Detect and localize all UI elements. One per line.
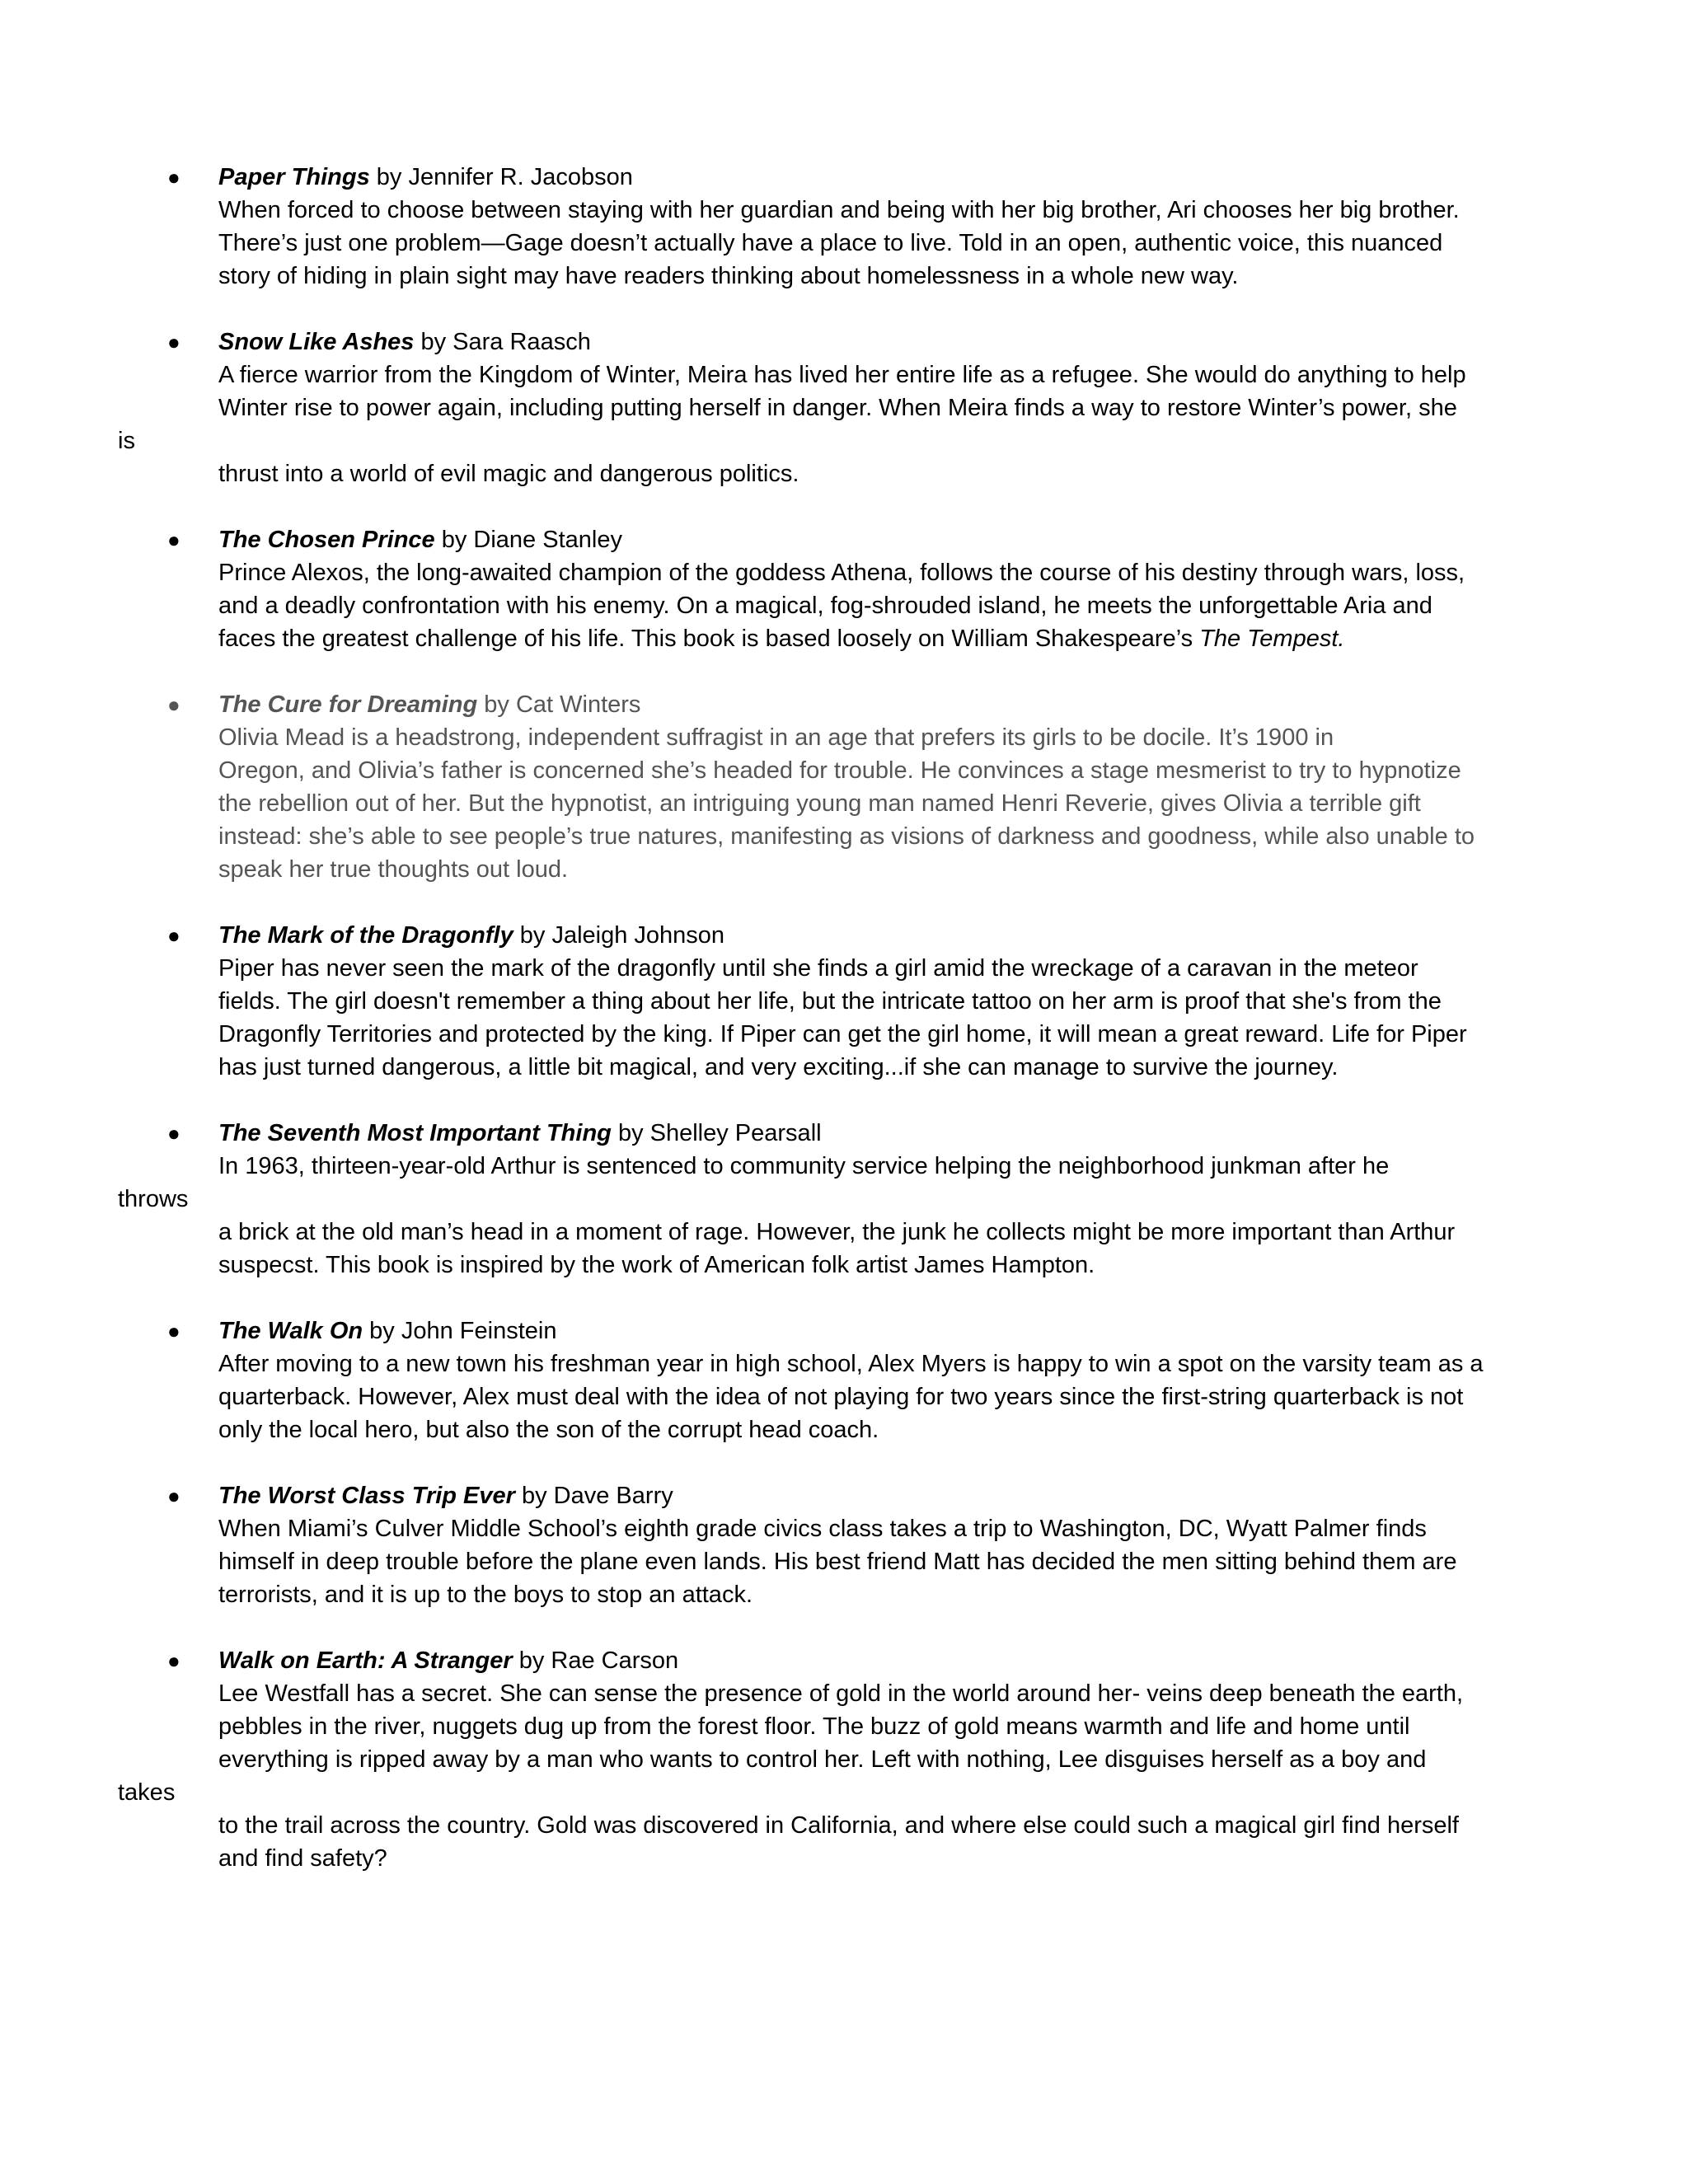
bullet-icon: ●: [167, 1319, 181, 1343]
book-author: by Diane Stanley: [434, 527, 622, 553]
description-line: terrorists, and it is up to the boys to stop an attack.: [218, 1582, 753, 1608]
bullet-icon: ●: [167, 1483, 181, 1508]
description-line: and find safety?: [218, 1845, 387, 1872]
bullet-icon: ●: [167, 1121, 181, 1146]
book-author: by Dave Barry: [514, 1483, 673, 1509]
description-line: Oregon, and Olivia’s father is concerned she’s headed for trouble. He convinces a stage mesmerist to try to hypnotize: [218, 757, 1461, 784]
description-line: thrust into a world of evil magic and dangerous politics.: [218, 461, 799, 487]
description-line: to the trail across the country. Gold was discovered in California, and where else could such a magical girl find herself: [218, 1812, 1459, 1839]
book-heading: [218, 688, 1570, 721]
book-heading: [218, 919, 1570, 952]
description-line: [218, 622, 1570, 655]
description-line: When forced to choose between staying with her guardian and being with her big brother, Ari chooses her big brother.: [218, 197, 1460, 223]
description-line: When Miami’s Culver Middle School’s eighth grade civics class takes a trip to Washington, DC, Wyatt Palmer finds: [218, 1516, 1427, 1542]
book-author: by Jennifer R. Jacobson: [369, 164, 633, 190]
bullet-icon: ●: [167, 165, 181, 190]
description-line: Prince Alexos, the long-awaited champion of the goddess Athena, follows the course of his destiny through wars, loss,: [218, 560, 1465, 586]
book-title: Snow Like Ashes: [218, 329, 415, 355]
description-line: Dragonfly Territories and protected by the king. If Piper can get the girl home, it will mean a great reward. Life for Piper: [218, 1021, 1467, 1047]
description-line: Piper has never seen the mark of the dragonfly until she finds a girl amid the wreckage of a caravan in the meteor: [218, 955, 1418, 982]
book-heading: [218, 1315, 1570, 1347]
description-line: everything is ripped away by a man who wants to control her. Left with nothing, Lee disguises herself as a boy and: [218, 1746, 1427, 1773]
description-line: Olivia Mead is a headstrong, independent suffragist in an age that prefers its girls to be docile. It’s 1900 in: [218, 724, 1334, 751]
description-line: suspecst. This book is inspired by the work of American folk artist James Hampton.: [218, 1252, 1095, 1278]
book-author: by Sara Raasch: [414, 329, 591, 355]
book-title: Walk on Earth: A Stranger: [218, 1647, 513, 1674]
description-line: After moving to a new town his freshman year in high school, Alex Myers is happy to win a spot on the varsity team as a: [218, 1351, 1484, 1377]
book-author: by Rae Carson: [512, 1647, 679, 1674]
book-author: by Shelley Pearsall: [611, 1120, 822, 1146]
book-author: by John Feinstein: [363, 1318, 557, 1344]
book-title: The Chosen Prince: [218, 527, 435, 553]
description-line: instead: she’s able to see people’s true natures, manifesting as visions of darkness and goodness, while also unable to: [218, 823, 1475, 850]
book-title: The Worst Class Trip Ever: [218, 1483, 515, 1509]
book-heading: [218, 326, 1570, 359]
description-line: and a deadly confrontation with his enemy. On a magical, fog-shrouded island, he meets the unforgettable Aria and: [218, 593, 1432, 619]
description-line: speak her true thoughts out loud.: [218, 856, 569, 883]
book-title: The Cure for Dreaming: [218, 691, 478, 718]
bullet-icon: ●: [167, 1648, 181, 1673]
description-line: himself in deep trouble before the plane even lands. His best friend Matt has decided the men sitting behind them are: [218, 1549, 1457, 1575]
book-heading: [218, 1479, 1570, 1512]
description-line: only the local hero, but also the son of the corrupt head coach.: [218, 1417, 879, 1443]
description-line: A fierce warrior from the Kingdom of Winter, Meira has lived her entire life as a refugee. She would do anything to help: [218, 362, 1466, 388]
description-line: has just turned dangerous, a little bit magical, and very exciting...if she can manage to survive the journey.: [218, 1054, 1339, 1080]
description-line: quarterback. However, Alex must deal with the idea of not playing for two years since the first-string quarterback is not: [218, 1384, 1464, 1410]
description-line: In 1963, thirteen-year-old Arthur is sentenced to community service helping the neighborhood junkman after he: [218, 1153, 1390, 1179]
wrapped-word: throws: [118, 1186, 189, 1212]
book-title: The Mark of the Dragonfly: [218, 922, 513, 949]
book-title: The Walk On: [218, 1318, 363, 1344]
description-text: faces the greatest challenge of his life. This book is based loosely on William Shakespeare’s: [218, 626, 1200, 652]
book-heading: [218, 161, 1570, 194]
wrapped-word: takes: [118, 1779, 176, 1806]
description-line: There’s just one problem—Gage doesn’t actually have a place to live. Told in an open, authentic voice, this nuanced: [218, 230, 1443, 256]
description-line: a brick at the old man’s head in a moment of rage. However, the junk he collects might be more important than Arthur: [218, 1219, 1456, 1245]
description-line: story of hiding in plain sight may have readers thinking about homelessness in a whole new way.: [218, 263, 1239, 289]
bullet-icon: ●: [167, 923, 181, 948]
bullet-icon: ●: [167, 527, 181, 552]
description-line: Lee Westfall has a secret. She can sense the presence of gold in the world around her- veins deep beneath the earth,: [218, 1680, 1464, 1707]
book-author: by Jaleigh Johnson: [513, 922, 725, 949]
description-line: pebbles in the river, nuggets dug up from the forest floor. The buzz of gold means warmth and life and home until: [218, 1713, 1410, 1740]
bullet-icon: ●: [167, 330, 181, 354]
description-line: Winter rise to power again, including putting herself in danger. When Meira finds a way to restore Winter’s power, she: [218, 395, 1457, 421]
book-title: Paper Things: [218, 164, 370, 190]
italic-title: The Tempest.: [1199, 626, 1345, 652]
wrapped-word: is: [118, 428, 135, 454]
book-title: The Seventh Most Important Thing: [218, 1120, 612, 1146]
book-author: by Cat Winters: [477, 691, 641, 718]
book-heading: [218, 1644, 1570, 1677]
bullet-icon: ●: [167, 692, 181, 717]
book-heading: [218, 523, 1570, 556]
description-line: the rebellion out of her. But the hypnotist, an intriguing young man named Henri Reverie, gives Olivia a terrible gift: [218, 790, 1421, 817]
description-line: fields. The girl doesn't remember a thing about her life, but the intricate tattoo on her arm is proof that she's from the: [218, 988, 1442, 1015]
book-heading: [218, 1117, 1570, 1150]
